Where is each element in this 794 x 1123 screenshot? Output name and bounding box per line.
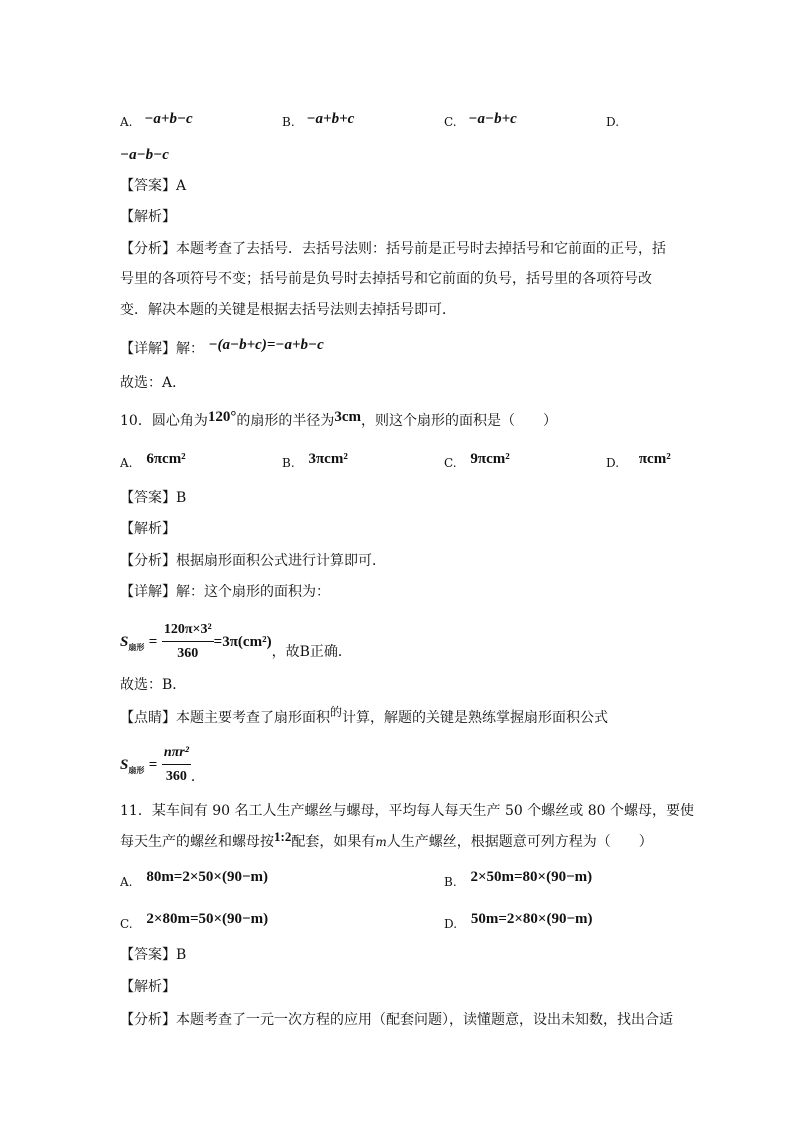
math-expression: −(a−b+c)=−a+b−c [208,337,324,353]
q10-stem [120,409,557,430]
math-expression: −a−b−c [120,147,169,163]
note-text: 的 [330,705,343,719]
detail-label: 【详解】解： [120,341,204,357]
option-label: C. [444,115,457,129]
q11-analysis-heading: 【解析】 [120,979,176,995]
q10-area-formula [120,620,352,664]
q11-stem-line-1: 11．某车间有 90 名工人生产螺丝与螺母，平均每人每天生产 50 个螺丝或 80 个螺母，要使 [120,803,694,819]
stem-text: 每天生产的螺丝和螺母按 [120,834,274,850]
q10-option-c [444,451,510,471]
q9-option-c [444,111,517,130]
option-label: B. [444,875,457,889]
option-label: B. [282,115,295,129]
math-expression: 80m=2×50×(90−m) [146,869,268,885]
q9-option-b [282,111,355,130]
variable-m: m [375,835,387,849]
q10-option-d [606,451,671,471]
q11-option-b [444,869,593,890]
option-label: A. [120,875,133,889]
q9-analysis-heading: 【解析】 [120,209,176,225]
math-expression: πcm² [638,451,671,467]
math-expression: 3πcm² [308,451,348,467]
q9-fenxi-line-3: 变．解决本题的关键是根据去括号法则去掉括号即可． [120,302,456,318]
formula-subscript: 扇形 [128,765,145,775]
q10-dianjing [120,705,609,727]
q11-option-a [120,869,268,890]
q10-general-formula [120,743,205,787]
fraction-denominator: 360 [165,769,187,784]
q9-detail [120,337,324,358]
option-label: D. [606,115,620,129]
q10-option-b [282,451,348,471]
q9-fenxi-line-1: 【分析】本题考查了去括号．去括号法则：括号前是正号时去掉括号和它前面的正号，括 [120,241,666,257]
formula-symbol: S [120,634,129,650]
math-expression: 2×80m=50×(90−m) [146,911,269,927]
stem-text: 的扇形的半径为 [236,413,335,429]
radius-value: 3cm [334,409,361,425]
q11-fenxi: 【分析】本题考查了一元一次方程的应用（配套问题），读懂题意，设出未知数，找出合适 [120,1012,673,1028]
q10-choose: 故选：B． [120,677,187,693]
q9-option-d [120,146,169,164]
math-expression: −a+b−c [144,111,193,127]
formula-subscript: 扇形 [128,642,145,652]
option-label: C. [120,917,133,931]
math-expression: 2×50m=80×(90−m) [470,869,593,885]
q11-stem-line-2 [120,829,653,851]
formula-tail: ． [190,769,205,785]
math-expression: −a+b+c [306,111,355,127]
stem-text: 人生产螺丝，根据题意可列方程为（ ） [386,834,653,850]
fraction-numerator: 120π×3² [162,620,214,642]
q10-detail: 【详解】解：这个扇形的面积为： [120,584,330,600]
q9-answer: 【答案】A [120,178,187,194]
math-expression: 9πcm² [470,451,510,467]
q9-option-a [120,111,193,130]
option-label: A. [120,456,133,470]
q10-answer: 【答案】B [120,490,187,506]
math-expression: −a−b+c [468,111,517,127]
q10-analysis-heading: 【解析】 [120,521,176,537]
stem-text: 配套，如果有 [291,834,376,850]
fraction-numerator: nπr² [162,743,191,765]
equals-sign: = [148,757,158,773]
q9-option-d-label [606,114,619,130]
fraction-denominator: 360 [177,646,199,661]
general-fraction [162,743,191,787]
note-text: 计算，解题的关键是熟练掌握扇形面积公式 [342,710,609,726]
note-text: 【点睛】本题主要考查了扇形面积 [120,710,330,726]
q11-option-d [444,911,593,932]
q11-answer: 【答案】B [120,947,187,963]
q9-fenxi-line-2: 号里的各项符号不变；括号前是负号时去掉括号和它前面的负号，括号里的各项符号改 [120,271,652,287]
math-expression: 50m=2×80×(90−m) [470,911,593,927]
option-label: B. [282,456,295,470]
formula-symbol: S [120,757,129,773]
option-label: D. [606,456,620,470]
option-label: A. [120,115,133,129]
formula-result: =3π(cm²) [213,634,272,650]
angle-value: 120° [207,409,237,425]
area-fraction [162,620,214,664]
math-expression: 6πcm² [146,451,186,467]
formula-tail: ，故B正确． [271,644,352,660]
ratio-value: 1:2 [274,829,292,844]
equals-sign: = [148,634,158,650]
q11-option-c [120,911,269,932]
option-label: D. [444,917,458,931]
q10-fenxi: 【分析】根据扇形面积公式进行计算即可． [120,553,386,569]
q9-choose: 故选：A． [120,375,187,391]
option-label: C. [444,456,457,470]
q10-option-a [120,451,186,471]
stem-text: 10．圆心角为 [120,413,208,429]
stem-text: ，则这个扇形的面积是（ ） [360,413,557,429]
